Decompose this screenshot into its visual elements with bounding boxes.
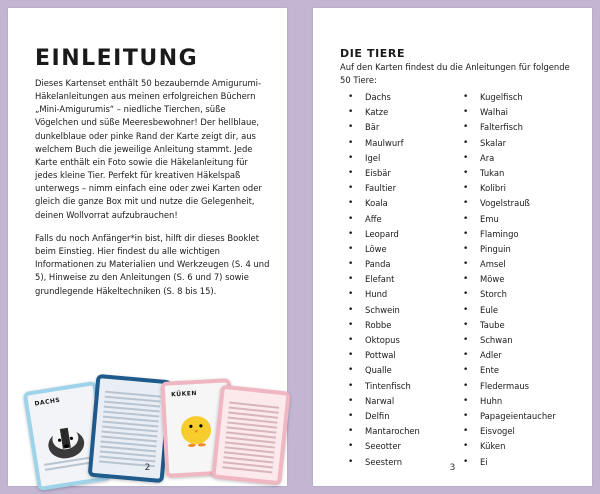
animal-list-item: • Eisbär — [348, 166, 420, 181]
animal-list-item: • Katze — [348, 105, 420, 120]
animal-list-item: • Koala — [348, 196, 420, 211]
left-page — [8, 8, 287, 486]
animal-list-item: • Eule — [463, 303, 556, 318]
animal-list-item: • Kugelfisch — [463, 90, 556, 105]
animal-list-item: • Schwan — [463, 333, 556, 348]
animal-list-item: • Mantarochen — [348, 424, 420, 439]
animal-list-item: • Oktopus — [348, 333, 420, 348]
animal-list-item: • Pinguin — [463, 242, 556, 257]
animal-list-item: • Seestern — [348, 455, 420, 470]
animal-list-item: • Maulwurf — [348, 136, 420, 151]
animal-list-item: • Panda — [348, 257, 420, 272]
animal-list-item: • Küken — [463, 439, 556, 454]
animal-list-item: • Falterfisch — [463, 120, 556, 135]
animal-list-item: • Robbe — [348, 318, 420, 333]
animal-list-item: • Schwein — [348, 303, 420, 318]
animal-list-item: • Emu — [463, 212, 556, 227]
animal-list-item: • Fledermaus — [463, 379, 556, 394]
animal-list-item: • Affe — [348, 212, 420, 227]
animal-list-item: • Leopard — [348, 227, 420, 242]
animal-list-item: • Amsel — [463, 257, 556, 272]
animal-list-item: • Löwe — [348, 242, 420, 257]
animal-list-item: • Walhai — [463, 105, 556, 120]
animal-list-item: • Taube — [463, 318, 556, 333]
animal-list-item: • Dachs — [348, 90, 420, 105]
animal-list-item: • Möwe — [463, 272, 556, 287]
card-label-dachs: DACHS — [34, 396, 61, 408]
animal-list-column-2 — [463, 90, 556, 470]
intro-paragraph-2: Falls du noch Anfänger*in bist, hilft dir dieses Booklet beim Einstieg. Hier findest du alle wichtigen Informationen zu Materialien und Werkzeugen (S. 4 und 5), Hinweise zu den Anleitungen (S. 6 und 7) sowie grundlegende Häkeltechniken (S. 8 bis 15). — [35, 233, 270, 296]
list-intro: Auf den Karten findest du die Anleitungen für folgende 50 Tiere: — [340, 62, 570, 85]
card-label-kueken: KÜKEN — [171, 390, 198, 399]
animal-list-item: • Tukan — [463, 166, 556, 181]
intro-paragraph-1: Dieses Kartenset enthält 50 bezaubernde Amigurumi-Häkelanleitungen aus meinen erfolgreichen Büchern „Mini-Amigurumis“ – niedliche Tierchen, süße Vögelchen und süße Meeresbewohner! Der hellblaue, dunkelblaue oder pinke Rand der Karte zeigt dir, aus welchem Buch die jeweilige Anleitung stammt. Jede Karte enthält ein Foto sowie die Häkelanleitung für jedes kleine Tier. Perfekt für kreativen Häkelspaß unterwegs – nimm einfach eine oder zwei Karten oder gleich die ganze Box mit und nutze die Gelegenheit, deinen Wollvorrat aufzubrauchen! — [35, 78, 262, 220]
animal-list-item: • Qualle — [348, 363, 420, 378]
animal-list-item: • Adler — [463, 348, 556, 363]
animal-list-item: • Bär — [348, 120, 420, 135]
animal-list-item: • Storch — [463, 287, 556, 302]
animal-list-item: • Delfin — [348, 409, 420, 424]
animal-list-item: • Faultier — [348, 181, 420, 196]
instruction-text-lines — [99, 391, 161, 471]
animal-list-item: • Huhn — [463, 394, 556, 409]
animal-list-item: • Vogelstrauß — [463, 196, 556, 211]
page-number: 3 — [449, 463, 456, 473]
animal-list-item: • Ara — [463, 151, 556, 166]
animal-list-item: • Skalar — [463, 136, 556, 151]
animal-list-item: • Ei — [463, 455, 556, 470]
animal-list-item: • Pottwal — [348, 348, 420, 363]
animal-list-item: • Flamingo — [463, 227, 556, 242]
animal-list-item: • Ente — [463, 363, 556, 378]
page-title: EINLEITUNG — [35, 46, 199, 71]
animal-list-item: • Papageientaucher — [463, 409, 556, 424]
animal-list-item: • Kolibri — [463, 181, 556, 196]
right-page — [313, 8, 592, 486]
animal-list-item: • Seeotter — [348, 439, 420, 454]
animal-list-item: • Igel — [348, 151, 420, 166]
animal-list-item: • Elefant — [348, 272, 420, 287]
animal-list-item: • Tintenfisch — [348, 379, 420, 394]
section-title: DIE TIERE — [340, 47, 406, 60]
animal-list-item: • Narwal — [348, 394, 420, 409]
animal-list-item: • Hund — [348, 287, 420, 302]
animal-list-column-1 — [348, 90, 420, 470]
page-number: 2 — [144, 463, 151, 473]
animal-list-item: • Eisvogel — [463, 424, 556, 439]
